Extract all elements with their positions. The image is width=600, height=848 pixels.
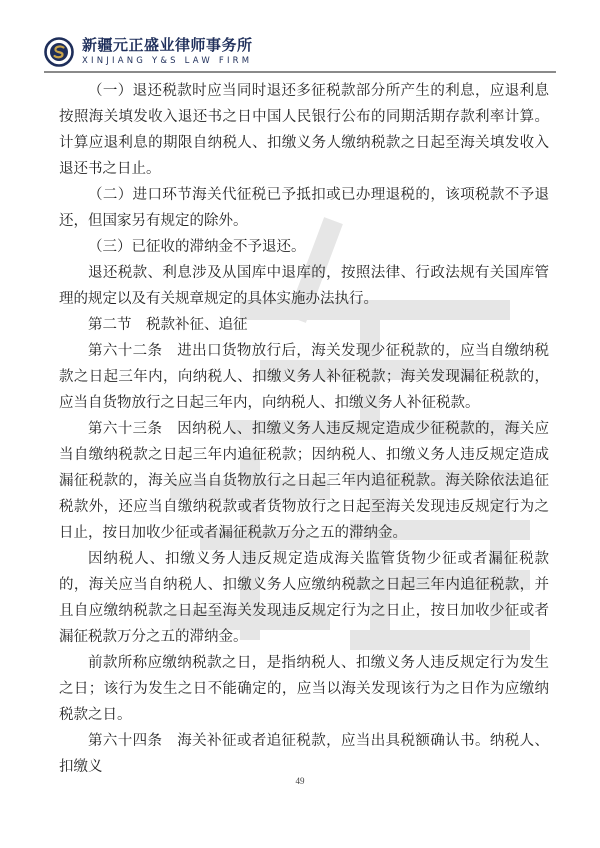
firm-name-cn: 新疆元正盛业律师事务所 — [82, 36, 253, 54]
paragraph-import-tax-exception: （二）进口环节海关代征税已予抵扣或已办理退税的，该项税款不予退还，但国家另有规定的除外。 — [59, 187, 549, 229]
article-63: 第六十三条 因纳税人、扣缴义务人违反规定造成少征税款的，海关应当自缴纳税款之日起三年内追征税款；因纳税人、扣缴义务人违反规定造成漏征税款的，海关应当自货物放行之日起三年内追征税款。海关除依法追征税款外，还应当自缴纳税款或者货物放行之日起至海关发现违反规定行为之日止，按日加收少征或者漏征税款万分之五的滞纳金。 — [59, 421, 549, 541]
page-body — [59, 78, 549, 780]
firm-logo-icon — [44, 37, 74, 67]
section-heading: 第二节 税款补征、追征 — [88, 317, 248, 333]
paragraph-late-fee-no-refund: （三）已征收的滞纳金不予退还。 — [88, 239, 306, 255]
letterhead — [44, 32, 253, 72]
firm-name-en: XINJIANG Y&S LAW FIRM — [82, 56, 253, 66]
header-divider — [44, 71, 556, 73]
paragraph-treasury-refund: 退还税款、利息涉及从国库中退库的，按照法律、行政法规有关国库管理的规定以及有关规章规定的具体实施办法执行。 — [59, 265, 549, 307]
paragraph-refund-interest: （一）退还税款时应当同时退还多征税款部分所产生的利息，应退利息按照海关填发收入退还书之日中国人民银行公布的同期活期存款利率计算。计算应退利息的期限自纳税人、扣缴义务人缴纳税款之日起至海关填发收入退还书之日止。 — [59, 83, 549, 177]
page-number: 49 — [295, 776, 305, 786]
article-64: 第六十四条 海关补征或者追征税款，应当出具税额确认书。纳税人、扣缴义 — [59, 733, 549, 775]
paragraph-supervised-goods: 因纳税人、扣缴义务人违反规定造成海关监管货物少征或者漏征税款的，海关应当自纳税人、扣缴义务人应缴纳税款之日起三年内追征税款，并且自应缴纳税款之日起至海关发现违反规定行为之日止，按日加收少征或者漏征税款万分之五的滞纳金。 — [59, 551, 549, 645]
article-62: 第六十二条 进出口货物放行后，海关发现少征税款的，应当自缴纳税款之日起三年内，向纳税人、扣缴义务人补征税款；海关发现漏征税款的，应当自货物放行之日起三年内，向纳税人、扣缴义务人补征税款。 — [59, 343, 549, 411]
firm-name-block — [82, 37, 253, 67]
paragraph-due-date-definition: 前款所称应缴纳税款之日，是指纳税人、扣缴义务人违反规定行为发生之日；该行为发生之日不能确定的，应当以海关发现该行为之日作为应缴纳税款之日。 — [59, 655, 549, 723]
